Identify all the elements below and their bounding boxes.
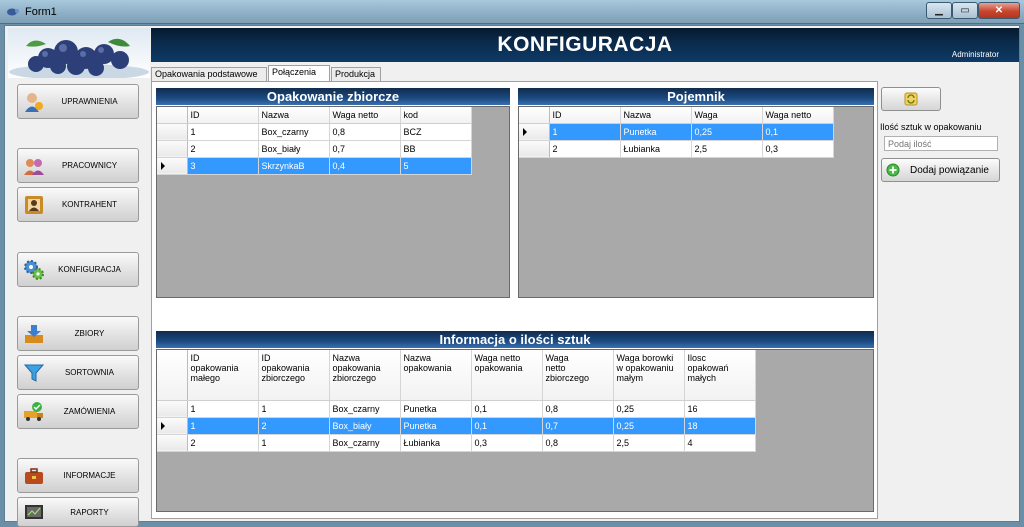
sidebar-item-label: ZBIORY	[74, 329, 105, 338]
row-header[interactable]	[157, 140, 187, 157]
sidebar-item-label: UPRAWNIENIA	[61, 97, 118, 106]
column-header-line: ID	[190, 353, 200, 363]
maximize-icon: ▭	[960, 5, 970, 16]
current-row-arrow-icon	[161, 162, 165, 170]
column-header[interactable]: Nazwa	[258, 107, 329, 123]
user-permissions-icon	[23, 91, 45, 113]
row-header[interactable]	[157, 417, 187, 434]
table-cell[interactable]: 1	[258, 400, 329, 417]
table-cell[interactable]: 0,1	[471, 400, 542, 417]
maximize-button[interactable]	[952, 2, 978, 19]
table-cell[interactable]: 0,3	[762, 140, 833, 157]
table-cell[interactable]: 0,8	[329, 123, 400, 140]
minimize-icon: ▁	[935, 5, 943, 16]
sidebar-item-raporty[interactable]	[17, 497, 139, 527]
table-cell[interactable]: BCZ	[400, 123, 471, 140]
column-header[interactable]: kod	[400, 107, 471, 123]
row-header[interactable]	[157, 400, 187, 417]
table-cell[interactable]: 3	[187, 157, 258, 174]
tab-opakowania-podstawowe[interactable]: Opakowania podstawowe	[151, 67, 267, 81]
column-header-line: małych	[687, 373, 717, 383]
tab-produkcja[interactable]: Produkcja	[331, 67, 381, 81]
quantity-input[interactable]	[884, 136, 998, 151]
tab-polaczenia[interactable]: Połączenia	[268, 65, 330, 81]
table-cell[interactable]: 0,25	[613, 417, 684, 434]
table-cell[interactable]: SkrzynkaB	[258, 157, 329, 174]
current-row-arrow-icon	[523, 128, 527, 136]
column-header-line: zbiorczego	[545, 373, 590, 383]
bulk-packaging-title: Opakowanie zbiorcze	[156, 88, 510, 105]
table-cell[interactable]: 4	[684, 434, 755, 451]
row-header[interactable]	[157, 434, 187, 451]
column-header-line: małego	[190, 373, 221, 383]
column-header-line: opakowania	[190, 363, 239, 373]
table-cell[interactable]: Łubianka	[620, 140, 691, 157]
table-cell[interactable]: 0,25	[613, 400, 684, 417]
column-header-line: opakowania	[261, 363, 310, 373]
column-header[interactable]: Waga netto	[329, 107, 400, 123]
table-cell[interactable]: Box_czarny	[258, 123, 329, 140]
sidebar-item-informacje[interactable]	[17, 458, 139, 493]
sidebar-item-label: PRACOWNICY	[61, 161, 118, 170]
table-cell[interactable]: Łubianka	[400, 434, 471, 451]
table-cell[interactable]: Box_czarny	[329, 400, 400, 417]
column-header-line: zbiorczego	[261, 373, 306, 383]
container-title: Pojemnik	[518, 88, 874, 105]
sidebar-item-zbiory[interactable]	[17, 316, 139, 351]
column-header-line: w opakowaniu	[616, 363, 674, 373]
table-cell[interactable]: 1	[549, 123, 620, 140]
column-header-line: Nazwa	[403, 353, 432, 363]
row-header-corner	[157, 107, 187, 123]
window-titlebar	[0, 0, 1024, 24]
blueberry-logo	[8, 28, 150, 78]
funnel-icon	[23, 362, 45, 384]
table-cell[interactable]: Punetka	[400, 417, 471, 434]
column-header[interactable]: ID	[549, 107, 620, 123]
table-row[interactable]	[157, 400, 755, 417]
column-header-line: Waga	[545, 353, 569, 363]
column-header-line: opakowań	[687, 363, 729, 373]
sidebar-item-konfiguracja[interactable]	[17, 252, 139, 287]
table-cell[interactable]: 0,1	[762, 123, 833, 140]
sidebar-item-sortownia[interactable]	[17, 355, 139, 390]
table-row[interactable]	[157, 434, 755, 451]
table-cell[interactable]: 1	[187, 400, 258, 417]
table-cell[interactable]: 0,8	[542, 400, 613, 417]
sidebar-item-pracownicy[interactable]	[17, 148, 139, 183]
table-cell[interactable]: 2	[258, 417, 329, 434]
column-header[interactable]	[400, 350, 471, 400]
table-cell[interactable]: 0,3	[471, 434, 542, 451]
table-cell[interactable]: 0,7	[542, 417, 613, 434]
sidebar-item-label: SORTOWNIA	[64, 368, 115, 377]
report-icon	[23, 501, 45, 523]
table-cell[interactable]: Punetka	[400, 400, 471, 417]
column-header-line: małym	[616, 373, 643, 383]
refresh-icon	[904, 92, 918, 106]
row-header[interactable]	[519, 123, 549, 140]
sidebar-item-uprawnienia[interactable]	[17, 84, 139, 119]
column-header[interactable]: Waga	[691, 107, 762, 123]
column-header-line: Nazwa	[332, 353, 361, 363]
refresh-button[interactable]	[881, 87, 941, 111]
row-header-corner	[519, 107, 549, 123]
table-cell[interactable]: Box_biały	[258, 140, 329, 157]
row-header[interactable]	[157, 123, 187, 140]
column-header-line: Waga borowki	[616, 353, 674, 363]
current-row-arrow-icon	[161, 422, 165, 430]
current-user: Administrator	[951, 50, 999, 59]
table-row-selected[interactable]	[519, 123, 833, 140]
contact-card-icon	[23, 194, 45, 216]
table-cell[interactable]: 0,25	[691, 123, 762, 140]
table-cell[interactable]: 1	[187, 417, 258, 434]
page-title: KONFIGURACJA	[497, 33, 673, 56]
page-header	[151, 28, 1019, 62]
minimize-button[interactable]	[926, 2, 952, 19]
column-header[interactable]: ID	[187, 107, 258, 123]
table-cell[interactable]: 1	[187, 123, 258, 140]
column-header-line: opakowania	[403, 363, 452, 373]
table-cell[interactable]: 2,5	[613, 434, 684, 451]
briefcase-icon	[23, 465, 45, 487]
column-header[interactable]	[329, 350, 400, 400]
column-header[interactable]	[542, 350, 613, 400]
sidebar-item-label: RAPORTY	[70, 507, 109, 517]
column-header-line: zbiorczego	[332, 373, 377, 383]
table-row[interactable]	[157, 123, 471, 140]
column-header[interactable]	[471, 350, 542, 400]
sidebar-item-label: ZAMÓWIENIA	[63, 407, 116, 416]
quantity-info-grid[interactable]	[156, 349, 874, 512]
table-cell[interactable]: Punetka	[620, 123, 691, 140]
table-cell[interactable]: 16	[684, 400, 755, 417]
table-cell[interactable]: Box_biały	[329, 417, 400, 434]
download-box-icon	[23, 323, 45, 345]
table-cell[interactable]: 0,7	[329, 140, 400, 157]
add-link-button[interactable]	[881, 158, 1000, 182]
close-button[interactable]	[978, 2, 1020, 19]
table-cell[interactable]: 0,8	[542, 434, 613, 451]
table-cell[interactable]: 5	[400, 157, 471, 174]
table-cell[interactable]: 2	[549, 140, 620, 157]
column-header-line: Waga netto	[474, 353, 521, 363]
column-header[interactable]	[613, 350, 684, 400]
table-cell[interactable]: Box_czarny	[329, 434, 400, 451]
table-cell[interactable]: 2	[187, 140, 258, 157]
column-header[interactable]: Nazwa	[620, 107, 691, 123]
table-cell[interactable]: 0,4	[329, 157, 400, 174]
table-row[interactable]	[157, 140, 471, 157]
table-cell[interactable]: BB	[400, 140, 471, 157]
column-header[interactable]	[684, 350, 755, 400]
truck-check-icon	[23, 401, 45, 423]
sidebar-item-kontrahent[interactable]	[17, 187, 139, 222]
table-row-selected[interactable]	[157, 157, 471, 174]
main-window	[4, 25, 1020, 522]
table-cell[interactable]: 1	[258, 434, 329, 451]
employees-icon	[23, 155, 45, 177]
column-header[interactable]: Waga netto	[762, 107, 833, 123]
add-link-label: Dodaj powiązanie	[910, 164, 989, 176]
table-cell[interactable]: 2,5	[691, 140, 762, 157]
app-icon	[6, 7, 20, 17]
container-grid[interactable]	[518, 106, 874, 298]
row-header[interactable]	[157, 157, 187, 174]
sidebar-item-label: KONTRAHENT	[61, 200, 118, 209]
window-title: Form1	[25, 6, 57, 18]
column-header-line: opakowania	[474, 363, 523, 373]
add-icon	[886, 163, 900, 177]
column-header-line: netto	[545, 363, 566, 373]
table-row-selected[interactable]	[157, 417, 755, 434]
column-header[interactable]	[187, 350, 258, 400]
column-header-line: ID	[261, 353, 271, 363]
close-icon: ✕	[994, 5, 1004, 16]
column-header[interactable]	[258, 350, 329, 400]
sidebar-item-label: INFORMACJE	[63, 471, 116, 480]
column-header-line: opakowania	[332, 363, 381, 373]
gears-icon	[23, 259, 45, 281]
table-cell[interactable]: 2	[187, 434, 258, 451]
quantity-info-title: Informacja o ilości sztuk	[156, 331, 874, 348]
table-cell[interactable]: 0,1	[471, 417, 542, 434]
tab-content-polaczenia	[151, 81, 878, 519]
sidebar-item-zamowienia[interactable]	[17, 394, 139, 429]
row-header[interactable]	[519, 140, 549, 157]
table-row[interactable]	[519, 140, 833, 157]
column-header-line: Ilosc	[687, 353, 707, 363]
quantity-label: Ilość sztuk w opakowaniu	[880, 122, 982, 132]
table-cell[interactable]: 18	[684, 417, 755, 434]
row-header-corner	[157, 350, 187, 400]
sidebar-item-label: KONFIGURACJA	[58, 265, 121, 274]
bulk-packaging-grid[interactable]	[156, 106, 510, 298]
